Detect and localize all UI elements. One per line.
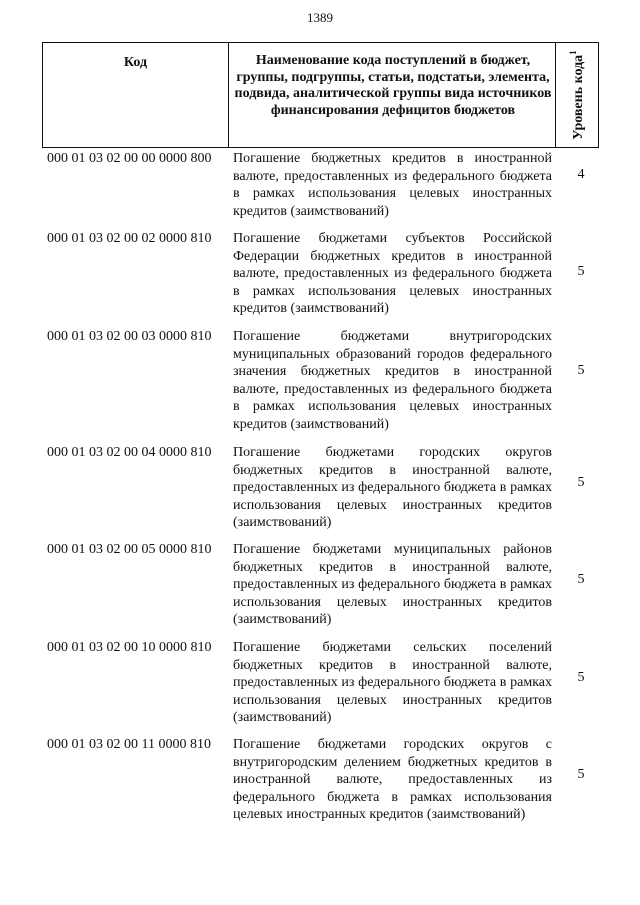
table-header	[42, 42, 599, 148]
row-code: 000 01 03 02 00 11 0000 810	[47, 737, 211, 752]
row-level: 5	[577, 475, 585, 490]
header-name: Наименование кода поступлений в бюджет, группы, подгруппы, статьи, подстатьи, элемента, подвида, аналитической группы вида источников финансирования дефицитов бюджетов	[234, 53, 552, 118]
row-code: 000 01 03 02 00 10 0000 810	[47, 640, 212, 655]
row-code: 000 01 03 02 00 00 0000 800	[47, 151, 212, 166]
row-code: 000 01 03 02 00 04 0000 810	[47, 445, 212, 460]
header-level-footnote: 1	[568, 50, 579, 55]
row-name: Погашение бюджетами субъектов Российской Федерации бюджетных кредитов в иностранной валюте, предоставленных из федерального бюджета в рамках использования целевых иностранных кредитов (заимствований)	[233, 231, 552, 316]
row-name: Погашение бюджетных кредитов в иностранной валюте, предоставленных из федерального бюджета в рамках использования целевых иностранных кредитов (заимствований)	[233, 151, 552, 219]
row-level: 5	[577, 572, 585, 587]
row-level: 5	[577, 363, 585, 378]
header-level-label: Уровень кода	[570, 54, 586, 140]
row-level: 5	[577, 670, 585, 685]
row-code: 000 01 03 02 00 02 0000 810	[47, 231, 212, 246]
header-level-cell	[555, 43, 597, 147]
row-code: 000 01 03 02 00 03 0000 810	[47, 329, 212, 344]
header-divider	[228, 43, 229, 147]
row-name: Погашение бюджетами муниципальных районов бюджетных кредитов в иностранной валюте, предоставленных из федерального бюджета в рамках использования целевых иностранных кредитов (заимствований)	[233, 542, 552, 627]
row-level: 5	[577, 767, 585, 782]
row-name: Погашение бюджетами внутригородских муниципальных образований городов федерального значения бюджетных кредитов в иностранной валюте, предоставленных из федерального бюджета в рамках использования целевых иностранных кредитов (заимствований)	[233, 329, 552, 432]
row-code: 000 01 03 02 00 05 0000 810	[47, 542, 212, 557]
header-level	[566, 50, 586, 139]
row-level: 5	[577, 264, 585, 279]
row-name: Погашение бюджетами городских округов бюджетных кредитов в иностранной валюте, предоставленных из федерального бюджета в рамках использования целевых иностранных кредитов (заимствований)	[233, 445, 552, 530]
row-name: Погашение бюджетами городских округов с внутригородским делением бюджетных кредитов в иностранной валюте, предоставленных из федерального бюджета в рамках использования целевых иностранных кредитов (заимствований)	[233, 737, 552, 822]
row-name: Погашение бюджетами сельских поселений бюджетных кредитов в иностранной валюте, предоставленных из федерального бюджета в рамках использования целевых иностранных кредитов (заимствований)	[233, 640, 552, 725]
row-level: 4	[577, 167, 585, 182]
page-number: 1389	[307, 10, 333, 25]
header-code: Код	[123, 55, 148, 70]
